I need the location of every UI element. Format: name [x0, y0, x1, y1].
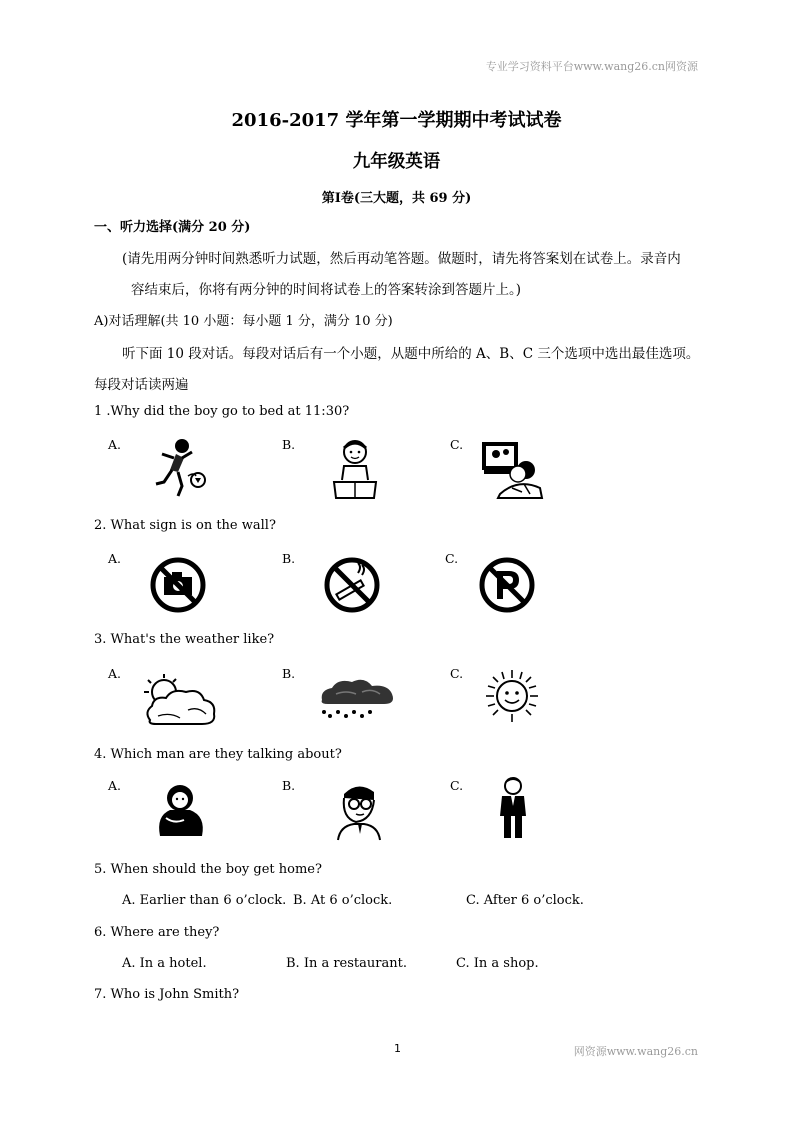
man-in-suit-icon — [496, 776, 530, 842]
exam-volume: 第Ⅰ卷(三大题，共 69 分) — [321, 191, 472, 206]
question-7-text: 7. Who is John Smith? — [94, 987, 240, 1002]
rain-cloud-icon — [316, 676, 396, 720]
section-instruction-line2: 容结束后，你将有两分钟的时间将试卷上的答案转涂到答题片上。) — [131, 282, 522, 298]
boy-playing-football-icon — [148, 436, 212, 502]
question-1-label-c: C. — [450, 437, 464, 452]
section-instruction-line1: (请先用两分钟时间熟悉听力试题，然后再动笔答题。做题时，请先将答案划在试卷上。录音内 — [122, 251, 681, 267]
page-number: 1 — [394, 1042, 401, 1055]
exam-title: 2016-2017 学年第一学期期中考试试卷 — [231, 110, 562, 131]
question-6-text: 6. Where are they? — [94, 925, 220, 940]
boy-reading-book-icon — [330, 436, 380, 502]
question-3-label-b: B. — [282, 666, 296, 681]
question-6-option-a: A. In a hotel. — [122, 956, 207, 971]
question-3-label-a: A. — [108, 666, 122, 681]
no-photos-sign-icon — [148, 555, 208, 615]
question-5-option-c: C. After 6 o’clock. — [466, 893, 584, 908]
question-5-text: 5. When should the boy get home? — [94, 862, 322, 877]
question-6-option-b: B. In a restaurant. — [286, 956, 407, 971]
question-3-text: 3. What's the weather like? — [94, 632, 275, 647]
part-a-instruction-line1: 听下面 10 段对话。每段对话后有一个小题，从题中所给的 A、B、C 三个选项中选出最佳选项。 — [122, 346, 700, 362]
question-2-label-c: C. — [445, 551, 459, 566]
question-4-label-a: A. — [108, 778, 122, 793]
question-6-option-c: C. In a shop. — [456, 956, 539, 971]
no-parking-sign-icon — [477, 555, 537, 615]
question-1-text: 1 .Why did the boy go to bed at 11:30? — [94, 404, 350, 419]
footer-watermark: 网资源www.wang26.cn — [573, 1045, 698, 1058]
question-4-text: 4. Which man are they talking about? — [94, 747, 342, 762]
boy-watching-tv-icon — [478, 438, 548, 502]
smiling-sun-icon — [484, 668, 540, 724]
question-2-text: 2. What sign is on the wall? — [94, 518, 276, 533]
question-1-label-b: B. — [282, 437, 296, 452]
question-3-label-c: C. — [450, 666, 464, 681]
exam-subtitle: 九年级英语 — [352, 152, 441, 172]
question-2-label-b: B. — [282, 551, 296, 566]
man-with-glasses-icon — [330, 780, 388, 842]
header-watermark: 专业学习资料平台www.wang26.cn网资源 — [485, 60, 698, 73]
man-with-curly-hair-icon — [150, 780, 210, 840]
part-a-heading: A)对话理解(共 10 小题：每小题 1 分，满分 10 分) — [94, 314, 393, 329]
question-5-option-b: B. At 6 o’clock. — [293, 893, 393, 908]
question-5-option-a: A. Earlier than 6 o’clock. — [122, 893, 287, 908]
part-a-instruction-line2: 每段对话读两遍 — [94, 377, 189, 393]
no-smoking-sign-icon — [322, 555, 382, 615]
question-4-label-b: B. — [282, 778, 296, 793]
question-1-label-a: A. — [108, 437, 122, 452]
question-2-label-a: A. — [108, 551, 122, 566]
question-4-label-c: C. — [450, 778, 464, 793]
sun-behind-cloud-icon — [140, 672, 220, 728]
section-heading: 一、听力选择(满分 20 分) — [94, 220, 251, 235]
